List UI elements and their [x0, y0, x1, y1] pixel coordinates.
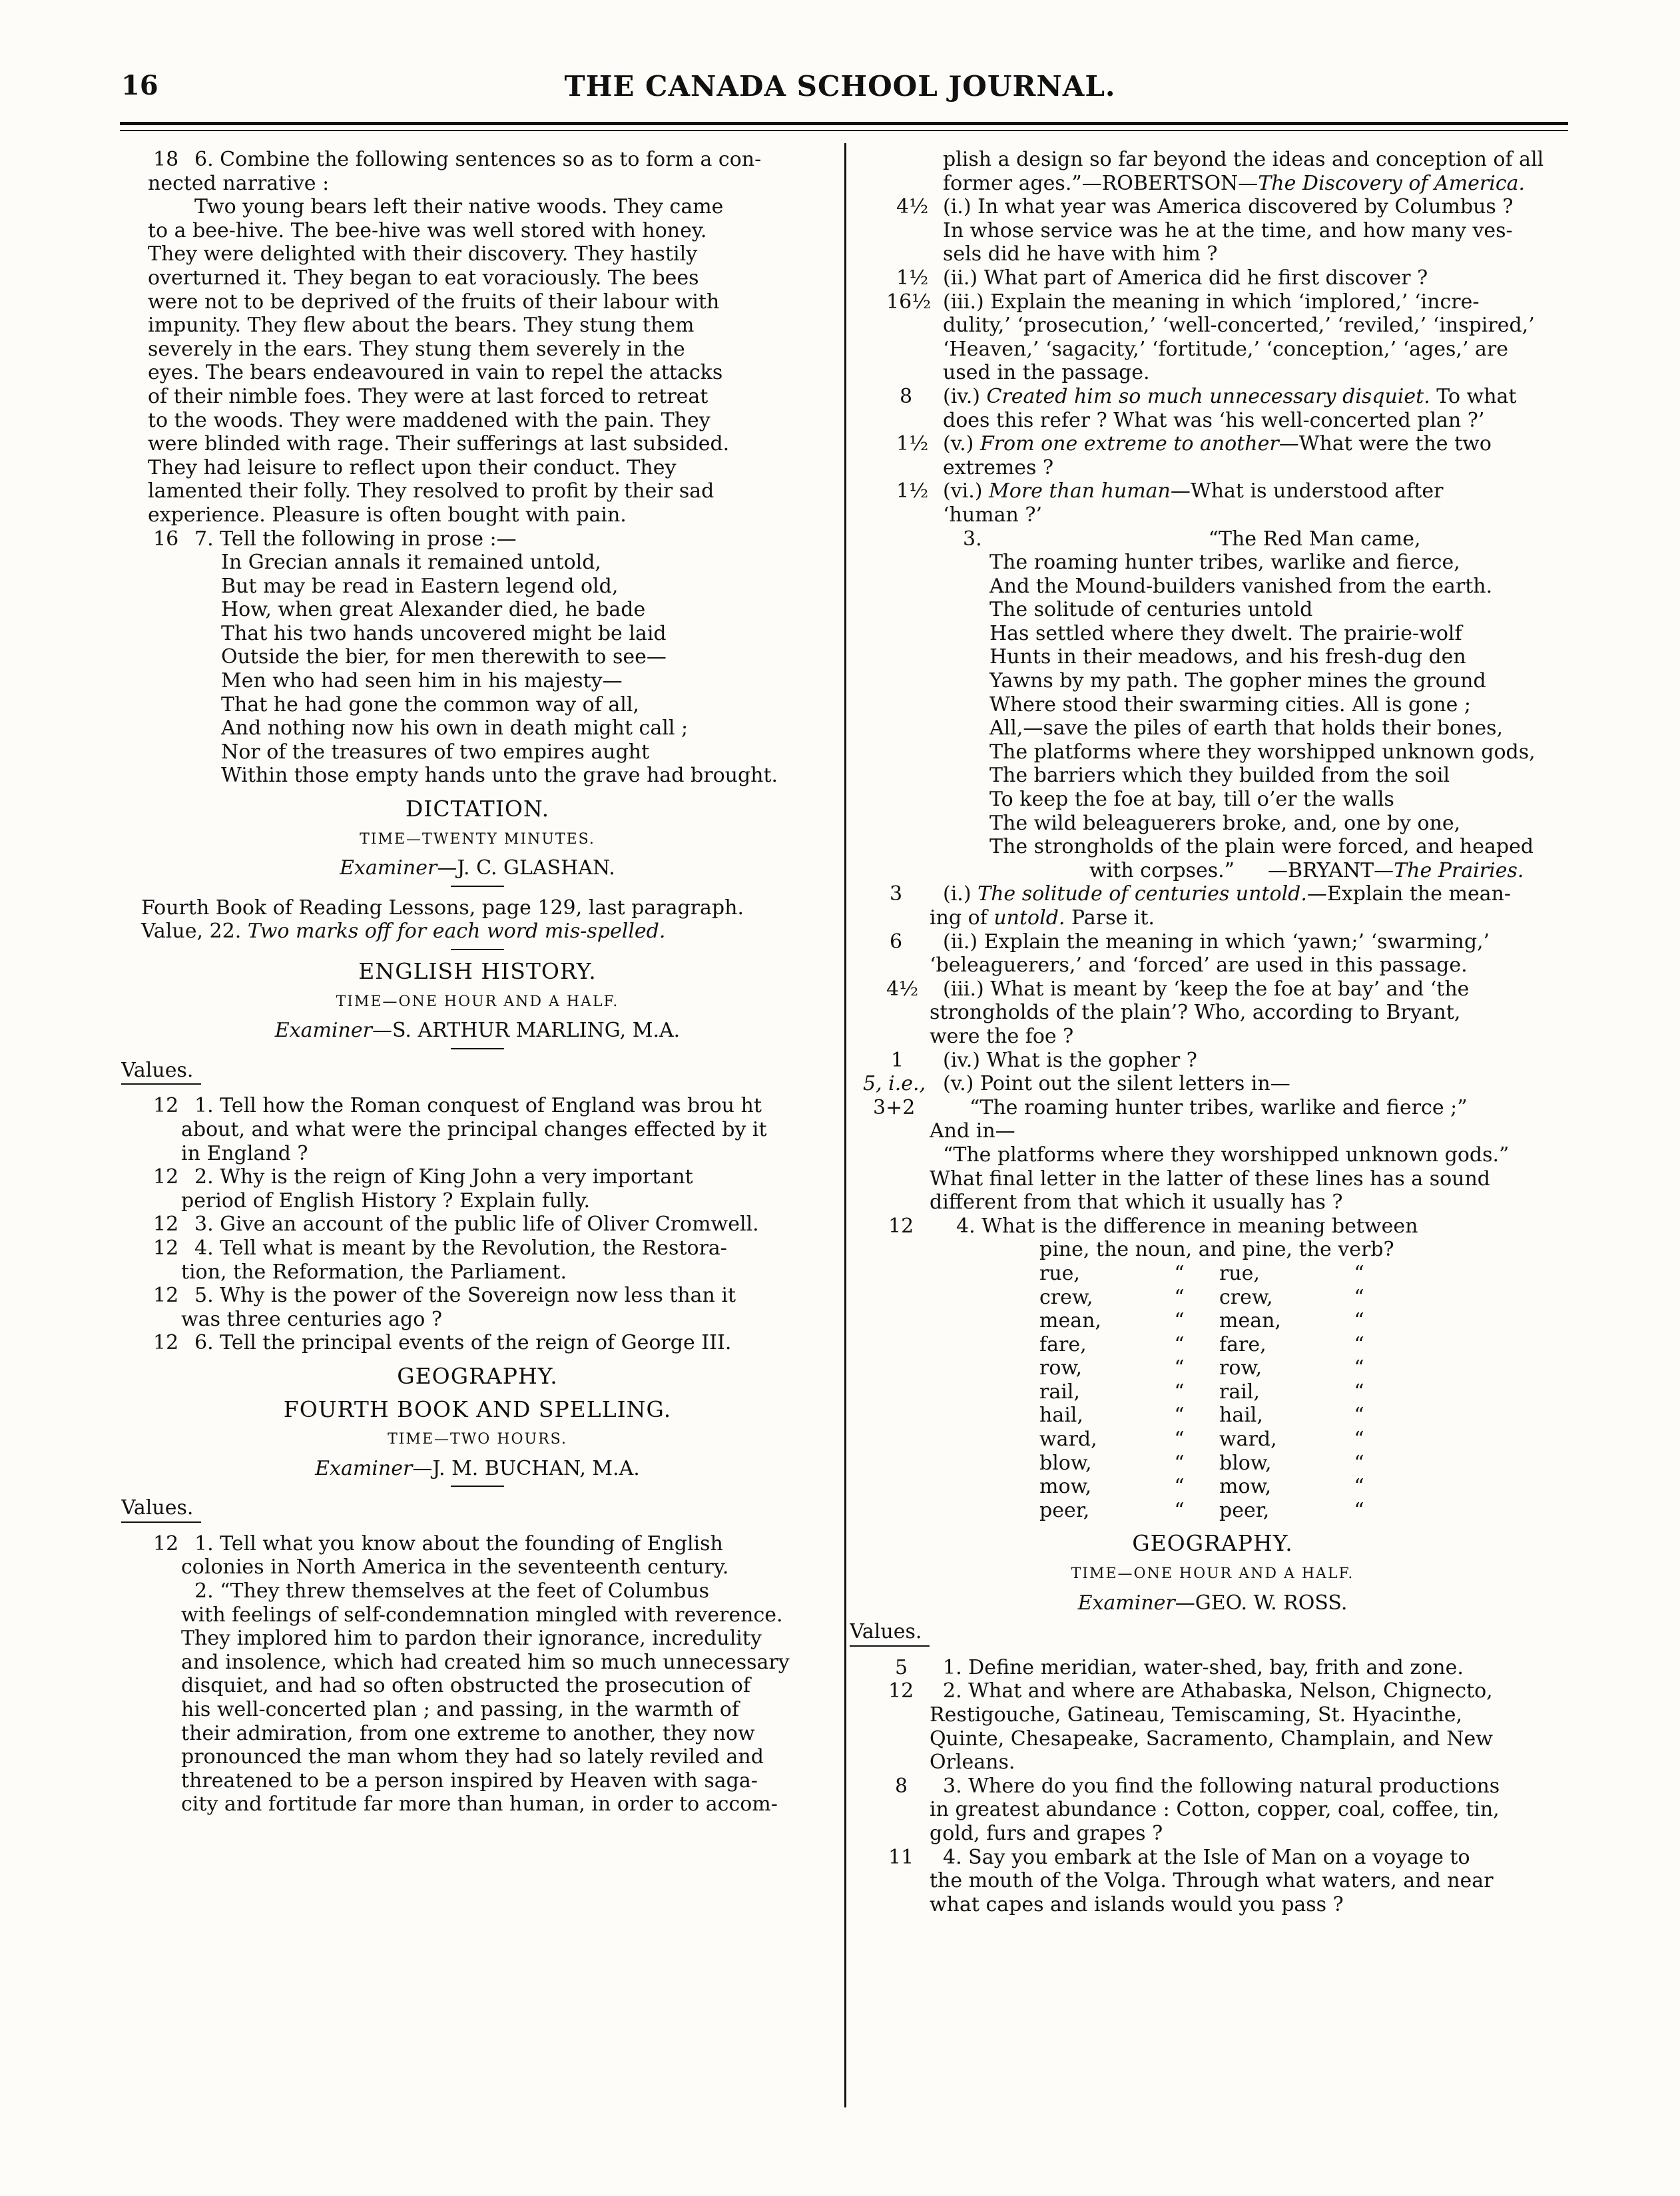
poem-line: That he had gone the common way of all, [221, 692, 639, 716]
text-line: (ii.) What part of America did he first discover ? [943, 266, 1428, 290]
text-line: extremes ? [943, 455, 1054, 479]
text-line: 2. “They threw themselves at the feet of Columbus [194, 1579, 710, 1603]
word-row [850, 1356, 1575, 1380]
ditto-mark: “ [1354, 1380, 1364, 1404]
section-subtitle: FOURTH BOOK AND SPELLING. [283, 1396, 672, 1422]
ditto-mark: “ [1174, 1261, 1185, 1285]
ditto-mark: “ [1174, 1428, 1185, 1452]
poem-line: To keep the foe at bay, till o’er the walls [989, 788, 1394, 812]
text-line: former ages.”—ROBERTSON— [943, 171, 1259, 195]
word: crew, [1219, 1285, 1273, 1309]
text-line: And in— [930, 1119, 1015, 1143]
text-line: “The platforms where they worshipped unknown gods.” [943, 1143, 1510, 1167]
text-line: (iii.) What is meant by ‘keep the foe at bay’ and ‘the [943, 977, 1470, 1001]
word-row [850, 1428, 1575, 1452]
text-line: tion, the Reformation, the Parliament. [181, 1260, 567, 1284]
value-mark: 16½ [886, 290, 932, 314]
word: hail, [1039, 1404, 1083, 1428]
column-divider [844, 143, 846, 2107]
text-line: Orleans. [930, 1751, 1015, 1775]
value-mark: 8 [895, 1774, 908, 1798]
value-mark: 1½ [896, 479, 929, 503]
header-rule-thick [120, 122, 1568, 125]
text-line: were not to be deprived of the fruits of their labour with [148, 290, 720, 314]
poem-line: But may be read in Eastern legend old, [221, 574, 619, 598]
value-mark: 4½ [896, 195, 929, 219]
geography-section [850, 1531, 1575, 1916]
word-list [850, 1262, 1575, 1523]
text-line: disquiet, and had so often obstructed the prosecution of [181, 1674, 750, 1698]
question-6-combine [121, 148, 834, 527]
question-3-poem [850, 527, 1575, 883]
text-line: 6. Combine the following sentences so as to form a con- [194, 148, 762, 171]
time-allowed: TIME—TWO HOURS. [388, 1431, 567, 1448]
text-line: their admiration, from one extreme to another, they now [181, 1721, 755, 1745]
word: rail, [1039, 1380, 1080, 1404]
text-line: 2. Why is the reign of King John a very important [194, 1165, 693, 1189]
word: blow, [1219, 1451, 1272, 1475]
text-line: 1. Define meridian, water-shed, bay, frith and zone. [943, 1655, 1464, 1679]
value-mark: 11 [888, 1845, 914, 1869]
word-row [850, 1286, 1575, 1310]
section-title: GEOGRAPHY. [1132, 1530, 1293, 1557]
word: blow, [1039, 1451, 1092, 1475]
word-row [850, 1404, 1575, 1428]
poem-line: In Grecian annals it remained untold, [221, 551, 601, 575]
word: row, [1039, 1356, 1083, 1380]
text-line: (iv.) What is the gopher ? [943, 1048, 1197, 1072]
word: mow, [1039, 1475, 1092, 1499]
text-line: the mouth of the Volga. Through what waters, and near [930, 1869, 1494, 1893]
poem-line: The roaming hunter tribes, warlike and fierce, [989, 551, 1460, 575]
poem-line: And the Mound-builders vanished from the earth. [989, 574, 1493, 598]
poem-line: The strongholds of the plain were forced, and heaped [989, 835, 1534, 859]
text-line: to a bee-hive. The bee-hive was well stored with honey. [148, 218, 707, 242]
poem-line: Outside the bier, for men therewith to see— [221, 645, 667, 669]
text-line: ‘beleaguerers,’ and ‘forced’ are used in this passage. [930, 954, 1468, 977]
value-mark: 12 [153, 1165, 179, 1189]
text-line-italic: Two marks off for each word mis-spelled. [247, 920, 666, 944]
poem-line: The solitude of centuries untold [989, 598, 1313, 622]
text-line: strongholds of the plain’? Who, according to Bryant, [930, 1001, 1461, 1025]
ditto-mark: “ [1174, 1309, 1185, 1333]
text-line: used in the passage. [943, 361, 1150, 385]
text-line: (v.) Point out the silent letters in— [943, 1072, 1290, 1096]
word-row [850, 1475, 1575, 1499]
text-line: 3. Where do you find the following natural productions [943, 1774, 1500, 1798]
section-title: DICTATION. [405, 796, 550, 822]
text-line: what capes and islands would you pass ? [930, 1892, 1344, 1916]
ditto-mark: “ [1174, 1285, 1185, 1309]
text-line: 6. Tell the principal events of the reign of George III. [194, 1331, 732, 1355]
text-line: “The roaming hunter tribes, warlike and fierce ;” [970, 1095, 1468, 1119]
value-mark: 16 [153, 527, 179, 551]
text-line: gold, furs and grapes ? [930, 1821, 1163, 1845]
value-mark: 12 [153, 1213, 179, 1236]
english-history-section [121, 960, 834, 1355]
dictation-section [121, 797, 834, 950]
text-line: experience. Pleasure is often bought with pain. [148, 503, 627, 527]
poem-line: The wild beleaguerers broke, and, one by one, [989, 811, 1461, 835]
ditto-mark: “ [1354, 1285, 1364, 1309]
examiner: Examiner—J. C. GLASHAN. [340, 856, 615, 880]
text-line: 7. Tell the following in prose :— [194, 527, 517, 551]
value-mark: 12 [888, 1214, 914, 1238]
text-line: 4. Say you embark at the Isle of Man on a voyage to [943, 1845, 1470, 1869]
text-line: plish a design so far beyond the ideas and conception of all [943, 148, 1544, 171]
divider [451, 886, 504, 887]
examiner: Examiner—GEO. W. ROSS. [1077, 1591, 1348, 1615]
text-line: colonies in North America in the seventeenth century. [181, 1555, 729, 1579]
text-line: impunity. They flew about the bears. They stung them [148, 314, 695, 338]
word: peer, [1219, 1498, 1270, 1522]
value-mark: 1 [891, 1048, 904, 1072]
fourth-book-section [121, 1364, 834, 1816]
poem-line: The barriers which they builded from the soil [989, 764, 1450, 788]
header-rule-thin [120, 130, 1568, 131]
text-line: 4. Tell what is meant by the Revolution, the Restora- [194, 1236, 727, 1260]
text-line: They implored him to pardon their ignorance, incredulity [181, 1627, 762, 1651]
text-line: his well-concerted plan ; and passing, in the warmth of [181, 1698, 739, 1722]
time-allowed: TIME—ONE HOUR AND A HALF. [1071, 1565, 1354, 1583]
ditto-mark: “ [1354, 1356, 1364, 1380]
text-line: threatened to be a person inspired by Heaven with saga- [181, 1769, 758, 1792]
word: fare, [1039, 1332, 1087, 1356]
text-line: (ii.) Explain the meaning in which ‘yawn;’ ‘swarming,’ [943, 930, 1490, 954]
poem-line: That his two hands uncovered might be laid [221, 621, 667, 645]
quoted-phrase: From one extreme to another [980, 432, 1279, 456]
text-line: They had leisure to reflect upon their conduct. They [148, 455, 677, 479]
text-line: Restigouche, Gatineau, Temiscaming, St. Hyacinthe, [930, 1703, 1463, 1727]
poem-source: The Prairies. [1394, 858, 1524, 882]
ditto-mark: “ [1174, 1475, 1185, 1499]
text-line: What final letter in the latter of these lines has a sound [930, 1167, 1490, 1191]
value-mark: 1½ [896, 266, 929, 290]
value-mark: 12 [153, 1284, 179, 1308]
values-label: Values. [850, 1620, 922, 1644]
poem-line: Men who had seen him in his majesty— [221, 669, 623, 693]
word: peer, [1039, 1498, 1090, 1522]
text-line: pronounced the man whom they had so lately reviled and [181, 1745, 764, 1769]
value-mark: 3 [890, 882, 903, 906]
poem-subquestions: 3 (i.) The solitude of centuries untold.—Explain the mean- ing of untold. Parse it. 6 (ii.) Explain the meaning in which ‘yawn;’ ‘swarming,’ ‘beleaguerers,’ and ‘forced’ are used in this passage. 4½ (iii.) What is meant by ‘keep the foe at bay’ and ‘the strongholds of the plain’? Who, according to Bryant, were the foe ? 1 (iv.) What is the gopher ? 5, i.e., (v.) Point out the silent letters in— 3+2 “The roaming hunter tribes, warlike and fierce ;” And in— “The platforms where they worshipped unknown gods.” What final letter in the latter of these lines has a sound different from that which it usually has ? [863, 882, 1512, 1215]
time-allowed: TIME—TWENTY MINUTES. [360, 830, 595, 848]
poem-line: Within those empty hands unto the grave had brought. [221, 764, 778, 788]
text-line: In whose service was he at the time, and how many ves- [943, 218, 1513, 242]
source-title: The Discovery of America. [1258, 171, 1526, 195]
examiner: Examiner—J. M. BUCHAN, M.A. [315, 1456, 640, 1480]
ditto-mark: “ [1174, 1498, 1185, 1522]
word: rail, [1219, 1380, 1260, 1404]
text-line: (i.) In what year was America discovered by Columbus ? [943, 195, 1514, 219]
ditto-mark: “ [1354, 1332, 1364, 1356]
text-line: severely in the ears. They stung them severely in the [148, 337, 685, 361]
text-line: 3. Give an account of the public life of Oliver Cromwell. [194, 1213, 759, 1236]
ditto-mark: “ [1354, 1475, 1364, 1499]
value-mark: 6 [890, 930, 903, 954]
ditto-mark: “ [1354, 1451, 1364, 1475]
poem-line: How, when great Alexander died, he bade [221, 598, 646, 622]
value-mark: 12 [153, 1236, 179, 1260]
text-line: does this refer ? What was ‘his well-concerted plan ?’ [943, 408, 1485, 432]
text-line: in England ? [181, 1141, 308, 1165]
time-allowed: TIME—ONE HOUR AND A HALF. [336, 993, 619, 1010]
text-line: were the foe ? [930, 1024, 1074, 1048]
text-line: They were delighted with their discovery. They hastily [148, 242, 698, 266]
ditto-mark: “ [1174, 1451, 1185, 1475]
value-mark: 4½ [886, 977, 919, 1001]
text-line: pine, the noun, and pine, the verb? [1039, 1238, 1394, 1262]
poem-line: Where stood their swarming cities. All is gone ; [989, 692, 1472, 716]
text-line: city and fortitude far more than human, in order to accom- [181, 1792, 778, 1816]
text-line: to the woods. They were maddened with the pain. They [148, 408, 710, 432]
question-number: 3. [963, 527, 982, 551]
examiner: Examiner—S. ARTHUR MARLING, M.A. [274, 1019, 681, 1043]
page-header [0, 70, 1680, 110]
text-line: 1. Tell what you know about the founding of English [194, 1531, 723, 1555]
ditto-mark: “ [1174, 1356, 1185, 1380]
text-line: 5. Why is the power of the Sovereign now less than it [194, 1284, 736, 1308]
ditto-mark: “ [1174, 1380, 1185, 1404]
text-line: lamented their folly. They resolved to profit by their sad [148, 479, 714, 503]
word: rue, [1039, 1261, 1080, 1285]
text-line: 2. What and where are Athabaska, Nelson, Chignecto, [943, 1679, 1493, 1703]
left-column [121, 148, 834, 1816]
text-line: sels did he have with him ? [943, 242, 1218, 266]
text-line: period of English History ? Explain fully. [181, 1189, 591, 1213]
value-mark: 12 [153, 1531, 179, 1555]
value-mark: 5, i.e., [863, 1072, 926, 1096]
section-title: ENGLISH HISTORY. [358, 958, 597, 984]
poem-line: Has settled where they dwelt. The prairie-wolf [989, 621, 1462, 645]
text-line: was three centuries ago ? [181, 1307, 442, 1331]
value-mark: 1½ [896, 432, 929, 456]
text-line: 1. Tell how the Roman conquest of England was brou ht [194, 1094, 762, 1118]
quoted-phrase: The solitude of centuries untold. [978, 882, 1307, 906]
word: row, [1219, 1356, 1262, 1380]
word-row [850, 1380, 1575, 1404]
text-line: were blinded with rage. Their sufferings at last subsided. [148, 432, 730, 456]
divider [451, 1048, 504, 1049]
word: ward, [1039, 1428, 1097, 1452]
page-number: 16 [121, 70, 158, 101]
quoted-phrase: Created him so much unnecessary disquiet. [986, 384, 1430, 408]
word-row [850, 1309, 1575, 1333]
word-row [850, 1499, 1575, 1523]
columbus-subquestions: 4½ (i.) In what year was America discovered by Columbus ? In whose service was he at the time, and how many ves- sels did he have with him ? 1½ (ii.) What part of America did he first discover ? 16½ (iii.) Explain the meaning in which ‘implored,’ ‘incre- dulity,’ ‘prosecution,’ ‘well-concerted,’ ‘reviled,’ ‘inspired,’ ‘Heaven,’ ‘sagacity,’ ‘fortitude,’ ‘conception,’ ‘ages,’ are used in the passage. 8 (iv.) Created him so much unnecessary disquiet. To what does this refer ? What was ‘his well-concerted plan ?’ 1½ (v.) From one extreme to another—What were the two extremes ? 1½ (vi.) More than human—What is understood after ‘human ?’ [886, 195, 1535, 527]
poem-line: Hunts in their meadows, and his fresh-dug den [989, 645, 1466, 669]
text-line: nected narrative : [148, 171, 330, 195]
word: rue, [1219, 1261, 1260, 1285]
text-line: dulity,’ ‘prosecution,’ ‘well-concerted,’ ‘reviled,’ ‘inspired,’ [943, 314, 1535, 338]
word: crew, [1039, 1285, 1093, 1309]
right-column [850, 148, 1575, 1916]
value-mark: 12 [153, 1331, 179, 1355]
word: mean, [1039, 1309, 1101, 1333]
divider [451, 1486, 504, 1487]
question-4-homonyms [850, 1215, 1575, 1523]
text-line: in greatest abundance : Cotton, copper, coal, coffee, tin, [930, 1798, 1500, 1822]
ditto-mark: “ [1354, 1428, 1364, 1452]
poem-line: The platforms where they worshipped unknown gods, [989, 740, 1536, 764]
ditto-mark: “ [1174, 1332, 1185, 1356]
values-label: Values. [121, 1058, 194, 1082]
divider [850, 1645, 930, 1647]
divider [451, 949, 504, 950]
text-line: and insolence, which had created him so much unnecessary [181, 1650, 790, 1674]
poem-line: “The Red Man came, [1208, 527, 1421, 551]
poem-line: And nothing now his own in death might call ; [221, 716, 689, 740]
text-line: of their nimble foes. They were at last forced to retreat [148, 384, 708, 408]
word-row [850, 1452, 1575, 1476]
text-line: different from that which it usually has ? [930, 1191, 1343, 1215]
value-mark: 18 [153, 148, 179, 171]
text-line: about, and what were the principal changes effected by it [181, 1117, 767, 1141]
word-row [850, 1262, 1575, 1286]
value-mark: 8 [900, 384, 913, 408]
ditto-mark: “ [1354, 1261, 1364, 1285]
text-line: ‘Heaven,’ ‘sagacity,’ ‘fortitude,’ ‘conception,’ ‘ages,’ are [943, 337, 1509, 361]
word: mow, [1219, 1475, 1272, 1499]
poem-line: Nor of the treasures of two empires aught [221, 740, 650, 764]
word: ward, [1219, 1428, 1277, 1452]
text-line: Two young bears left their native woods. They came [194, 195, 724, 219]
value-mark: 3+2 [873, 1095, 916, 1119]
columbus-passage-continued [850, 148, 1575, 195]
text-line: Fourth Book of Reading Lessons, page 129, last paragraph. [141, 896, 744, 920]
ditto-mark: “ [1354, 1498, 1364, 1522]
journal-title: THE CANADA SCHOOL JOURNAL. [564, 70, 1116, 103]
poem-line: All,—save the piles of earth that holds their bones, [989, 716, 1504, 740]
word-row [850, 1333, 1575, 1357]
text-line: with feelings of self-condemnation mingled with reverence. [181, 1603, 783, 1627]
value-mark: 12 [153, 1094, 179, 1118]
text-line: Quinte, Chesapeake, Sacramento, Champlain, and New [930, 1727, 1493, 1751]
value-mark: 5 [895, 1655, 908, 1679]
quoted-phrase: More than human [989, 479, 1171, 503]
ditto-mark: “ [1354, 1309, 1364, 1333]
text-line: Value, 22. [141, 920, 242, 944]
ditto-mark: “ [1354, 1404, 1364, 1428]
word: hail, [1219, 1404, 1263, 1428]
poem-line: with corpses.” [1089, 858, 1235, 882]
divider [121, 1083, 201, 1085]
text-line: eyes. The bears endeavoured in vain to repel the attacks [148, 361, 723, 385]
word: fare, [1219, 1332, 1266, 1356]
text-line: 4. What is the difference in meaning between [956, 1214, 1418, 1238]
word: mean, [1219, 1309, 1281, 1333]
values-label: Values. [121, 1496, 194, 1520]
value-mark: 12 [888, 1679, 914, 1703]
text-line: overturned it. They began to eat voraciously. The bees [148, 266, 699, 290]
divider [121, 1521, 201, 1523]
poem-attribution: —BRYANT— [1268, 858, 1394, 882]
text-line: (iii.) Explain the meaning in which ‘implored,’ ‘incre- [943, 290, 1480, 314]
question-7-prose [121, 527, 834, 788]
poem-line: Yawns by my path. The gopher mines the ground [989, 669, 1486, 693]
text-line: ‘human ?’ [943, 503, 1042, 527]
ditto-mark: “ [1174, 1404, 1185, 1428]
section-title: GEOGRAPHY. [397, 1362, 558, 1389]
